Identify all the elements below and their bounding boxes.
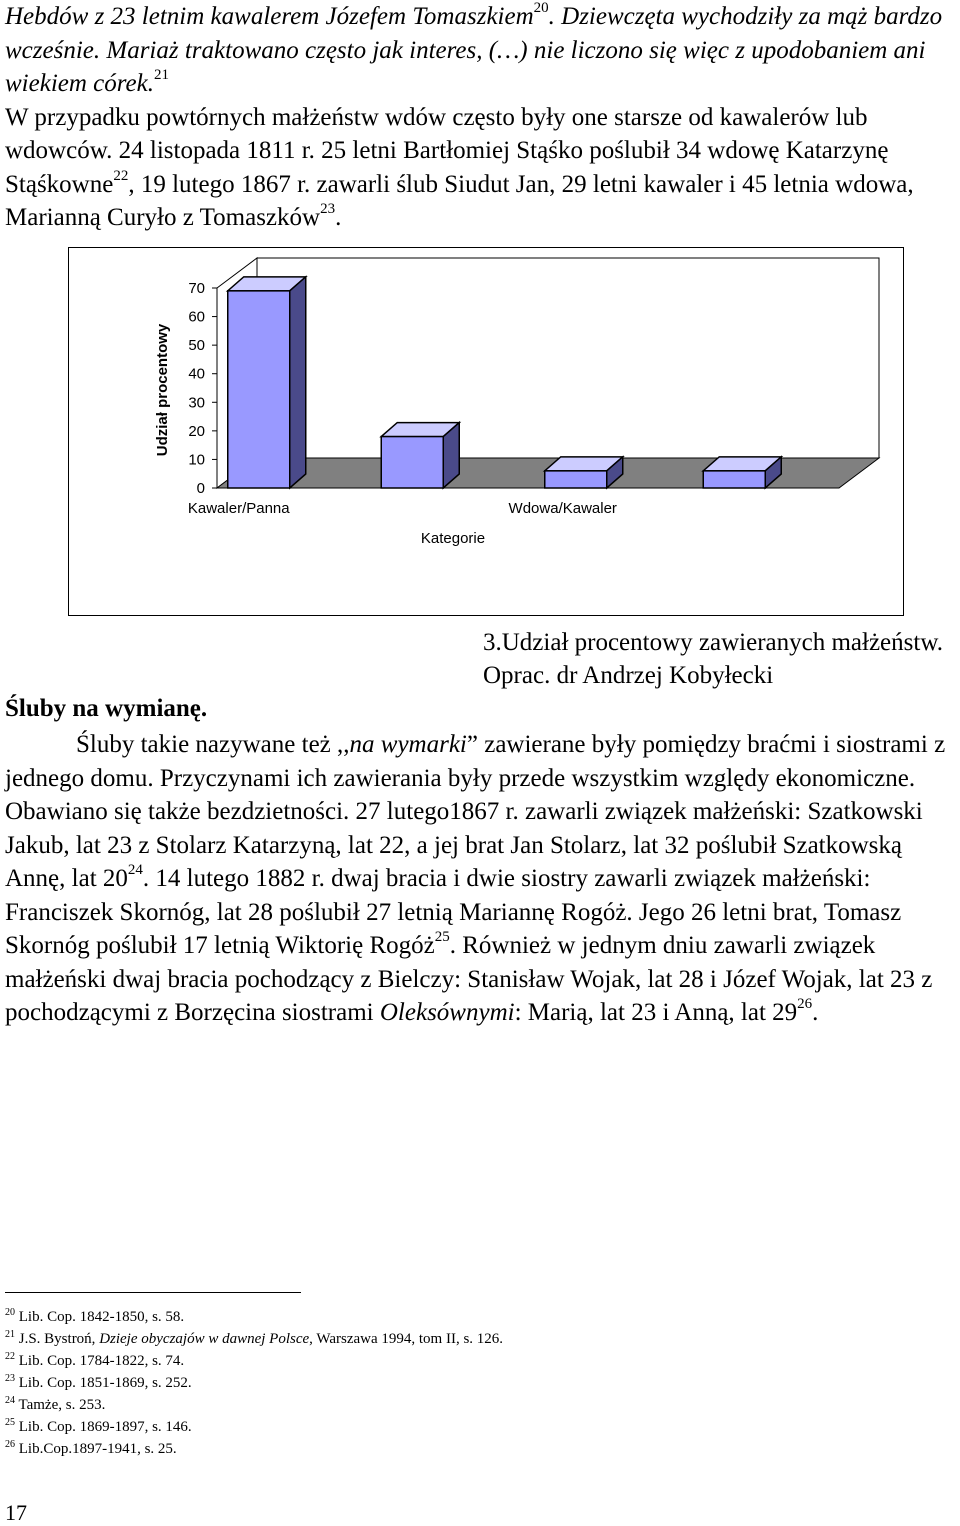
y-axis-label: Udział procentowy	[154, 323, 171, 457]
x-category-label: Kawaler/Panna	[187, 500, 290, 517]
bar-side	[290, 277, 306, 488]
footnote-21	[5, 1328, 503, 1350]
footnote-22	[5, 1350, 503, 1372]
p2-italic-a: na wymarki	[349, 731, 467, 758]
footnote-number: 26	[5, 1439, 15, 1450]
section-heading: Śluby na wymianę.	[5, 695, 208, 722]
footnote-24	[5, 1394, 503, 1416]
footnote-ref-22[interactable]: 22	[113, 167, 129, 184]
footnote-number: 22	[5, 1351, 15, 1362]
footnote-number: 24	[5, 1395, 15, 1406]
p2-text-f: .	[812, 999, 819, 1026]
footnote-ref-25[interactable]: 25	[434, 929, 450, 945]
p1-text-3: W przypadku powtórnych małżeństw wdów często były one starsze od kawalerów lub wdowców. 24 listopada 1811 r. 25 letni Bartłomiej Stąśko poślubił 34 wdowę Katarzynę Stąśkowne	[5, 103, 889, 198]
footnote-ref-21[interactable]: 21	[154, 67, 169, 83]
bar-chart	[68, 247, 904, 616]
footnote-number: 25	[5, 1417, 15, 1428]
footnote-text: Lib. Cop. 1842-1850, s. 58.	[15, 1309, 185, 1325]
footnote-separator	[5, 1292, 301, 1293]
footnote-number: 20	[5, 1307, 15, 1318]
bar	[703, 457, 781, 488]
footnote-number: 23	[5, 1373, 15, 1384]
paragraph-1	[5, 0, 955, 235]
p2-text-e: : Marią, lat 23 i Anną, lat 29	[514, 999, 798, 1026]
bar	[228, 277, 306, 488]
p1-text-5: .	[335, 204, 342, 231]
footnote-ref-23[interactable]: 23	[320, 201, 336, 217]
footnote-text: J.S. Bystroń,	[15, 1331, 100, 1347]
footnote-text: Tamże, s. 253.	[15, 1397, 106, 1413]
p2-text-a: Śluby takie nazywane też ,,	[76, 731, 350, 758]
footnote-title: Dzieje obyczajów w dawnej Polsce	[99, 1331, 310, 1347]
footnote-26	[5, 1438, 503, 1460]
bar-front	[545, 471, 607, 488]
bar-front	[703, 471, 765, 488]
page-number: 17	[5, 1500, 27, 1525]
bar	[545, 457, 623, 488]
x-axis-label: Kategorie	[420, 530, 486, 547]
p2-text-b: ” zawierane były pomiędzy braćmi i siostrami z jednego domu. Przyczynami ich zawierania były przede wszystkim względy ekonomiczne. Obawiano się także bezdzietności. 27 lutego1867 r. zawarli związek małżeński: Szatkowski Jakub, lat 23 z Stolarz Katarzyną, lat 22, a jej brat Jan Stolarz, lat 32 poślubił Szatkowską Annę, lat 20	[5, 731, 946, 892]
y-tick-label: 50	[188, 337, 205, 355]
bar-front	[228, 291, 290, 488]
y-tick-label: 60	[188, 308, 205, 326]
chart-back-wall	[257, 258, 879, 458]
p1-italic-2: . Dziewczęta wychodziły za mąż bardzo wcześnie. Mariaż traktowano często jak interes, (…) nie liczono się więc z upodobaniem ani wiekiem córek.	[5, 3, 943, 97]
footnote-number: 21	[5, 1329, 15, 1340]
paragraph-2	[5, 728, 955, 1030]
chart-caption: 3.Udział procentowy zawieranych małżeństw. Oprac. dr Andrzej Kobyłecki	[483, 629, 943, 689]
footnote-23	[5, 1372, 503, 1394]
x-category-label: Wdowa/Kawaler	[508, 500, 617, 517]
y-tick-label: 40	[188, 365, 205, 383]
p2-italic-d: Oleksównymi	[379, 999, 515, 1026]
footnote-text: Lib. Cop. 1851-1869, s. 252.	[15, 1375, 192, 1391]
bar-chart-svg	[69, 248, 905, 617]
footnote-text: Lib. Cop. 1784-1822, s. 74.	[15, 1353, 185, 1369]
footnote-text: Lib.Cop.1897-1941, s. 25.	[15, 1441, 177, 1457]
footnote-25	[5, 1416, 503, 1438]
p1-italic-1: Hebdów z 23 letnim kawalerem Józefem Tomaszkiem	[5, 3, 534, 30]
footnotes	[5, 1306, 503, 1460]
p2-text-c: . 14 lutego 1882 r. dwaj bracia i dwie siostry zawarli związek małżeński: Franciszek Skornóg, lat 28 poślubił 27 letnią Mariannę Rogóż. Jego 26 letni brat, Tomasz Skornóg poślubił 17 letnią Wiktorię Rogóż	[5, 865, 902, 959]
y-tick-label: 10	[188, 451, 205, 469]
y-tick-label: 70	[188, 280, 205, 297]
y-tick-label: 30	[188, 394, 205, 412]
y-tick-label: 0	[196, 480, 205, 497]
p2-text-d: . Również w jednym dniu zawarli związek małżeński dwaj bracia pochodzący z Bielczy: Stanisław Wojak, lat 28 i Józef Wojak, lat 23 z pochodzącymi z Borzęcina siostrami	[5, 932, 933, 1026]
footnote-ref-20[interactable]: 20	[533, 0, 549, 16]
footnote-text: , Warszawa 1994, tom II, s. 126.	[309, 1331, 504, 1347]
bar	[381, 423, 459, 488]
bar-front	[381, 437, 443, 488]
p1-text-4: , 19 lutego 1867 r. zawarli ślub Siudut Jan, 29 letni kawaler i 45 letnia wdowa, Marianną Curyło z Tomaszków	[5, 170, 914, 231]
footnote-ref-24[interactable]: 24	[127, 862, 143, 878]
footnote-text: Lib. Cop. 1869-1897, s. 146.	[15, 1419, 192, 1435]
footnote-ref-26[interactable]: 26	[797, 996, 813, 1012]
footnote-20	[5, 1306, 503, 1328]
y-tick-label: 20	[188, 422, 205, 440]
